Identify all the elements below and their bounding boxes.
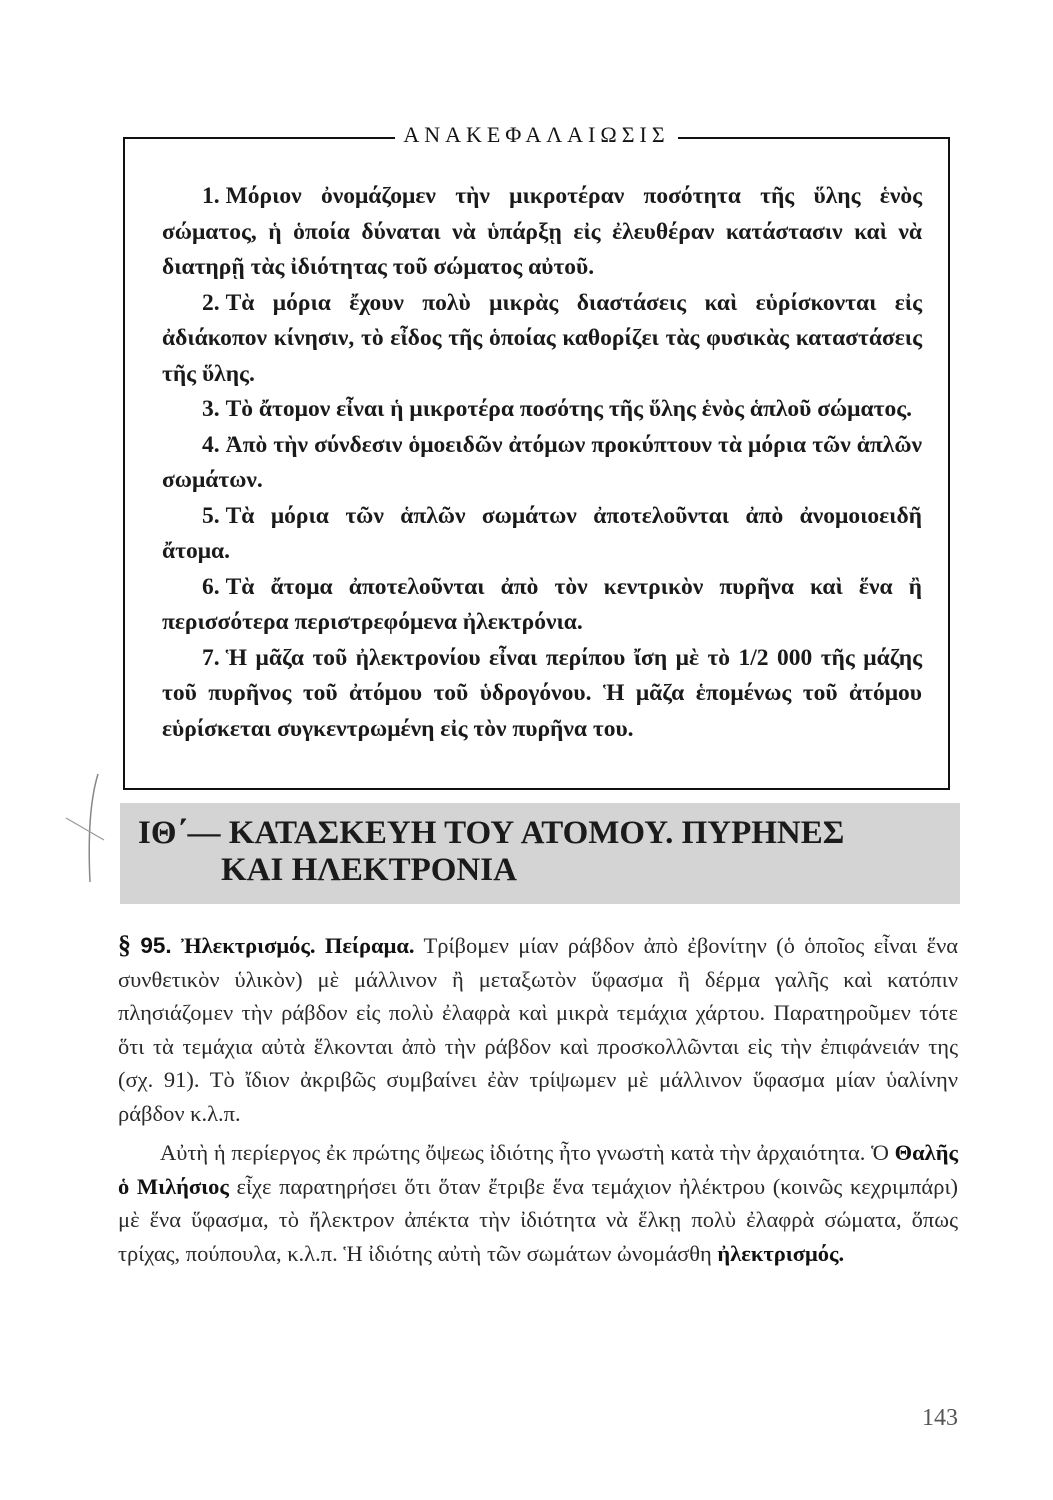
item-number: 1. [202,183,220,209]
summary-title-wrap [125,122,948,148]
item-number: 3. [202,396,220,422]
summary-item [162,499,922,570]
body-text [118,928,958,1270]
paragraph-thales [118,1136,958,1270]
item-text: Ἀπὸ τὴν σύνδεσιν ὁμοειδῶν ἀτόμων προκύπτουν τὰ μόρια τῶν ἁπλῶν σωμάτων. [162,431,922,493]
item-number: 2. [202,289,220,316]
paragraph-subheading: Πείραμα. [324,933,415,958]
item-number: 4. [202,431,220,458]
summary-box [123,122,950,790]
page-number: 143 [922,1405,958,1431]
section-number: 95. [140,933,172,958]
section-title [138,815,844,889]
paragraph-95 [118,928,958,1130]
summary-item [162,641,922,748]
person-name: Θαλῆς ὁ Μιλήσιος [118,1140,959,1199]
summary-item [162,570,922,641]
summary-list [162,179,922,747]
item-text: Τὰ μόρια ἔχουν πολὺ μικρὰς διαστάσεις καὶ εὑρίσκονται εἰς ἀδιάκοπον κίνησιν, τὸ εἶδος τῆς ὁποίας καθορίζει τὰς φυσικὰς καταστάσεις τῆς ὕλης. [162,289,922,387]
paragraph-text-a: Αὐτὴ ἡ περίεργος ἐκ πρώτης ὄψεως ἰδιότης ἦτο γνωστὴ κατὰ τὴν ἀρχαιότητα. Ὁ [160,1140,889,1165]
item-text: Τὸ ἄτομον εἶναι ἡ μικροτέρα ποσότης τῆς ὕλης ἑνὸς ἁπλοῦ σώματος. [225,396,912,422]
key-term: ἠλεκτρισμός. [717,1240,845,1266]
paragraph-text: Τρίβομεν μίαν ράβδον ἀπὸ ἐβονίτην (ὁ ὁποῖος εἶναι ἕνα συνθετικὸν ὑλικὸν) μὲ μάλλινον ἢ μεταξωτὸν ὕφασμα ἢ δέρμα γαλῆς καὶ κατόπιν πλησιάζομεν τὴν ράβδον εἰς πολὺ ἐλαφρὰ καὶ μικρὰ τεμάχια χάρτου. Παρατηροῦμεν τότε ὅτι τὰ τεμάχια αὐτὰ ἕλκονται ἀπὸ τὴν ράβδον καὶ προσκολλῶνται εἰς τὴν ἐπιφάνειάν της (σχ. 91). Τὸ ἴδιον ἀκριβῶς συμβαίνει ἐὰν τρίψωμεν μὲ μάλλινον ὕφασμα μίαν ὑαλίνην ράβδον κ.λ.π. [118,933,959,1126]
summary-title: ΑΝΑΚΕΦΑΛΑΙΩΣΙΣ [395,122,677,147]
paragraph-text-b: εἶχε παρατηρήσει ὅτι ὅταν ἔτριβε ἕνα τεμάχιον ἠλέκτρου (κοινῶς κεχριμπάρι) μὲ ἕνα ὕφασμα, τὸ ἤλεκτρον ἀπέκτα τὴν ἰδιότητα νὰ ἕλκῃ πολὺ ἐλαφρὰ σώματα, ὅπως τρίχας, πούπουλα, κ.λ.π. Ἡ ἰδιότης αὐτὴ τῶν σωμάτων ὠνομάσθη [118,1173,958,1266]
item-text: Τὰ μόρια τῶν ἁπλῶν σωμάτων ἀποτελοῦνται ἀπὸ ἀνομοιοειδῆ ἄτομα. [162,502,922,564]
item-text: Ἡ μᾶζα τοῦ ἠλεκτρονίου εἶναι περίπου ἴση μὲ τὸ 1/2 000 τῆς μάζης τοῦ πυρῆνος τοῦ ἀτόμου τοῦ ὑδρογόνου. Ἡ μᾶζα ἑπομένως τοῦ ἀτόμου εὑρίσκεται συγκεντρωμένη εἰς τὸν πυρῆνα του. [162,644,922,742]
summary-item [162,286,922,393]
summary-item [162,179,922,286]
summary-item [162,392,922,428]
item-number: 7. [202,644,220,671]
section-title-line1: ΙΘ΄— ΚΑΤΑΣΚΕΥΗ ΤΟΥ ΑΤΟΜΟΥ. ΠΥΡΗΝΕΣ [138,815,845,851]
section-symbol: § [118,930,131,959]
pencil-margin-mark [60,770,120,890]
section-title-line2: ΚΑΙ ΗΛΕΚΤΡΟΝΙΑ [221,852,517,888]
section-heading-band [120,803,960,904]
item-text: Τὰ ἄτομα ἀποτελοῦνται ἀπὸ τὸν κεντρικὸν πυρῆνα καὶ ἕνα ἢ περισσότερα περιστρεφόμενα ἠλεκτρόνια. [162,573,922,635]
item-number: 6. [202,573,220,600]
item-text: Μόριον ὀνομάζομεν τὴν μικροτέραν ποσότητα τῆς ὕλης ἑνὸς σώματος, ἡ ὁποία δύναται νὰ ὑπάρξῃ εἰς ἐλευθέραν κατάστασιν καὶ νὰ διατηρῇ τὰς ἰδιότητας τοῦ σώματος αὐτοῦ. [162,183,922,280]
summary-item [162,428,922,499]
paragraph-heading: Ἠλεκτρισμός. [181,933,316,958]
item-number: 5. [202,502,220,529]
